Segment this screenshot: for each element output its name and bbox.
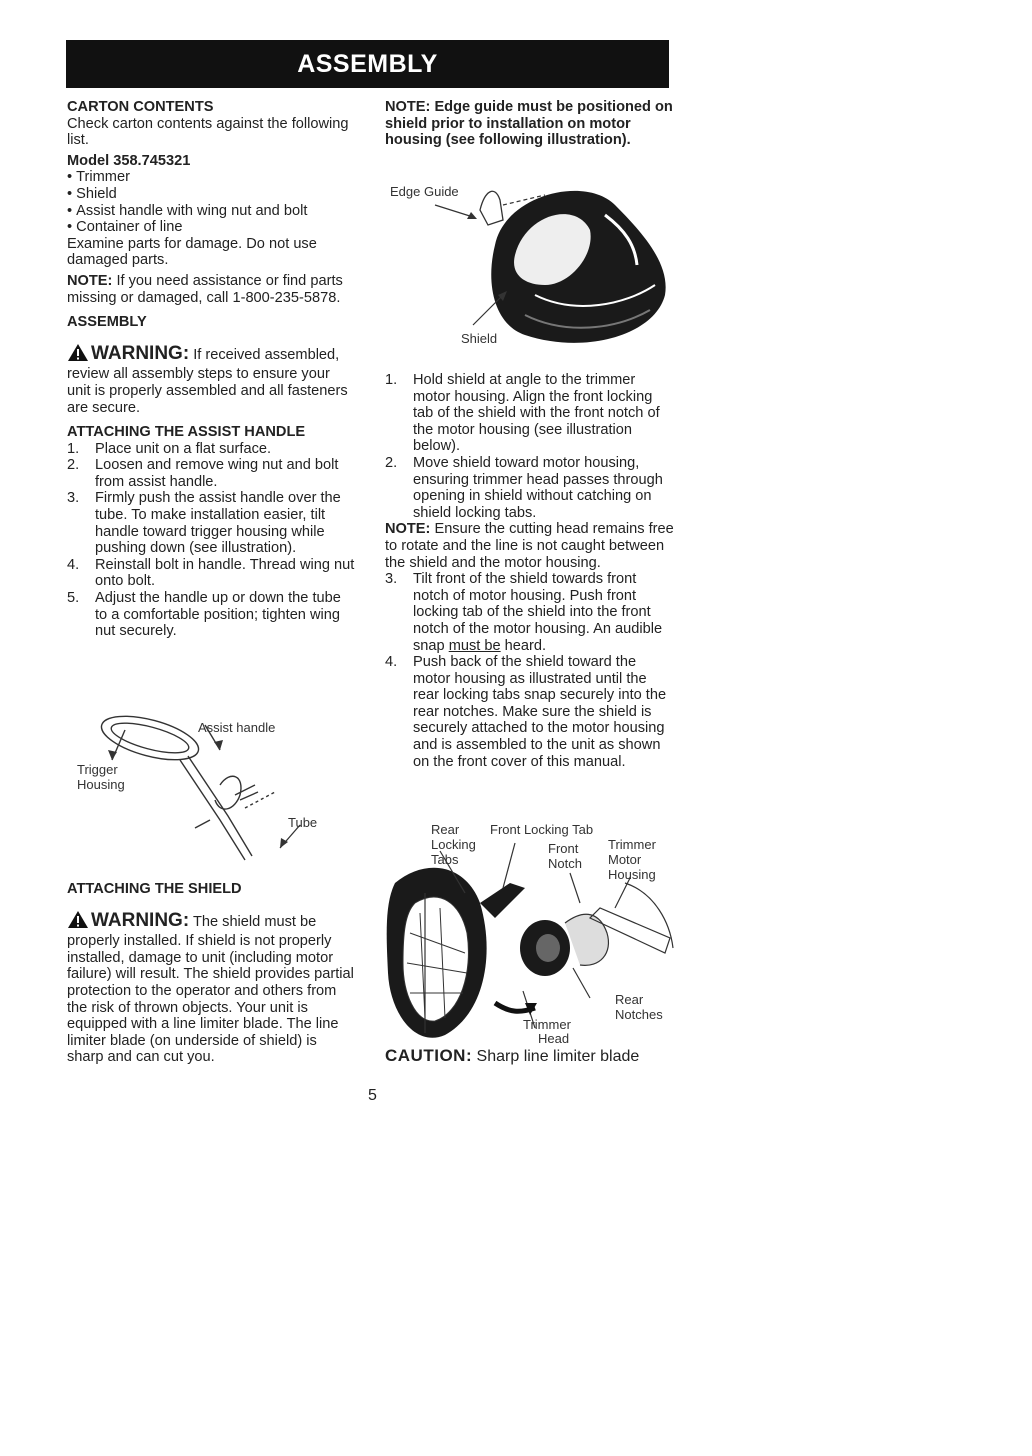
list-item: • Shield bbox=[67, 186, 357, 203]
label-trigger: Trigger bbox=[77, 762, 118, 777]
list-item: 5. Adjust the handle up or down the tube to a comfortable position; tighten wing nut securely. bbox=[67, 590, 341, 640]
label-front: Front bbox=[548, 841, 579, 856]
left-column bbox=[67, 99, 357, 640]
edge-guide-figure bbox=[385, 175, 675, 365]
model-number: Model 358.745321 bbox=[67, 152, 191, 169]
assist-handle-figure bbox=[70, 700, 360, 870]
edge-guide-note: NOTE: Edge guide must be positioned on shield prior to installation on motor housing (see following illustration). bbox=[385, 99, 673, 149]
shield-edge-guide-illustration bbox=[385, 175, 675, 365]
warning-triangle-icon bbox=[67, 343, 89, 367]
warning-paragraph-2 bbox=[67, 910, 357, 1066]
label-housing: Housing bbox=[77, 777, 125, 792]
note-label-2: NOTE: bbox=[385, 521, 431, 538]
section-banner bbox=[66, 40, 669, 88]
list-item: 4. Push back of the shield toward the motor housing as illustrated until the rear locking tabs snap securely into the rear notches. Make sure the shield is securely attached to the motor housing and is assembled to the unit as shown on the front cover of this manual. bbox=[385, 654, 667, 770]
assembly-heading: ASSEMBLY bbox=[67, 314, 147, 331]
label-trimmer: Trimmer bbox=[608, 837, 656, 852]
assist-steps bbox=[67, 441, 357, 640]
label-locking: Locking bbox=[431, 837, 476, 852]
caution-label: CAUTION: bbox=[385, 1046, 473, 1065]
note-label: NOTE: bbox=[67, 272, 113, 289]
note-paragraph bbox=[67, 273, 357, 306]
banner-title: ASSEMBLY bbox=[297, 49, 438, 78]
list-item: • Assist handle with wing nut and bolt bbox=[67, 203, 357, 220]
shield-steps-list-b bbox=[385, 571, 675, 770]
list-item: • Trimmer bbox=[67, 169, 357, 186]
carton-intro: Check carton contents against the following list. bbox=[67, 115, 349, 149]
warning-text-1: If received assembled, review all assembly steps to ensure your unit is properly assembled and all fasteners are secure. bbox=[67, 346, 348, 416]
page-number: 5 bbox=[368, 1087, 377, 1104]
label-tabs: Tabs bbox=[431, 852, 459, 867]
label-head: Head bbox=[538, 1031, 570, 1046]
label-rear-2: Rear bbox=[615, 992, 644, 1007]
label-motor: Motor bbox=[608, 852, 642, 867]
right-column bbox=[385, 99, 675, 149]
carton-heading: CARTON CONTENTS bbox=[67, 99, 214, 115]
note-text: If you need assistance or find parts missing or damaged, call 1-800-235-5878. bbox=[67, 272, 343, 306]
list-item: 4. Reinstall bolt in handle. Thread wing nut onto bolt. bbox=[67, 556, 355, 590]
list-item: 1. Hold shield at angle to the trimmer motor housing. Align the front locking tab of the shield with the front notch of the motor housing (see illustration below). bbox=[385, 372, 660, 455]
shield-heading: ATTACHING THE SHIELD bbox=[67, 881, 242, 897]
warning-paragraph-1 bbox=[67, 343, 357, 416]
note-paragraph-2 bbox=[385, 521, 675, 571]
examine-text: Examine parts for damage. Do not use damaged parts. bbox=[67, 235, 317, 269]
caution-text: Sharp line limiter blade bbox=[472, 1048, 640, 1065]
label-shield: Shield bbox=[461, 331, 498, 346]
warning-text-2: The shield must be properly installed. If shield is not properly installed, damage to unit (including motor failure) will result. The shield provides partial protection to the operator and others from the risk of thrown objects. Your unit is equipped with a line limiter blade. The line limiter blade (on underside of shield) is sharp and can cut you. bbox=[67, 913, 354, 1066]
warning-label-1: WARNING: bbox=[91, 342, 190, 364]
label-notch: Notch bbox=[548, 856, 582, 871]
warning-label-2: WARNING: bbox=[91, 909, 190, 931]
list-item: 3. Firmly push the assist handle over the tube. To make installation easier, tilt handle toward trigger housing while pushing down (see illustration). bbox=[67, 490, 341, 557]
caution-line bbox=[385, 1046, 639, 1066]
warning-triangle-icon bbox=[67, 910, 89, 934]
label-housing: Housing bbox=[608, 867, 656, 882]
label-rear: Rear bbox=[431, 822, 460, 837]
list-item: 3. Tilt front of the shield towards front notch of motor housing. Push front locking tab of the shield into the front notch of the motor housing. An audible snap must be heard. bbox=[385, 571, 663, 654]
label-front-locking-tab: Front Locking Tab bbox=[490, 822, 594, 837]
shield-install-figure bbox=[385, 823, 680, 1045]
label-edge-guide: Edge Guide bbox=[390, 184, 459, 199]
label-trimmer-2: Trimmer bbox=[523, 1017, 571, 1032]
label-assist-handle: Assist handle bbox=[198, 720, 276, 735]
list-item: 1. Place unit on a flat surface. bbox=[67, 440, 272, 457]
shield-steps bbox=[385, 372, 675, 770]
carton-list bbox=[67, 169, 357, 235]
assist-handle-heading: ATTACHING THE ASSIST HANDLE bbox=[67, 424, 306, 441]
list-item: 2. Loosen and remove wing nut and bolt from assist handle. bbox=[67, 457, 339, 490]
list-item: • Container of line bbox=[67, 219, 357, 236]
label-tube: Tube bbox=[288, 815, 318, 830]
note-text-2: Ensure the cutting head remains free to rotate and the line is not caught between the shield and the motor housing. bbox=[385, 521, 674, 571]
shield-section bbox=[67, 881, 357, 1066]
list-item: 2. Move shield toward motor housing, ensuring trimmer head passes through opening in shield without catching on shield locking tabs. bbox=[385, 454, 663, 521]
shield-steps-list-a bbox=[385, 372, 675, 521]
label-notches: Notches bbox=[615, 1007, 663, 1022]
